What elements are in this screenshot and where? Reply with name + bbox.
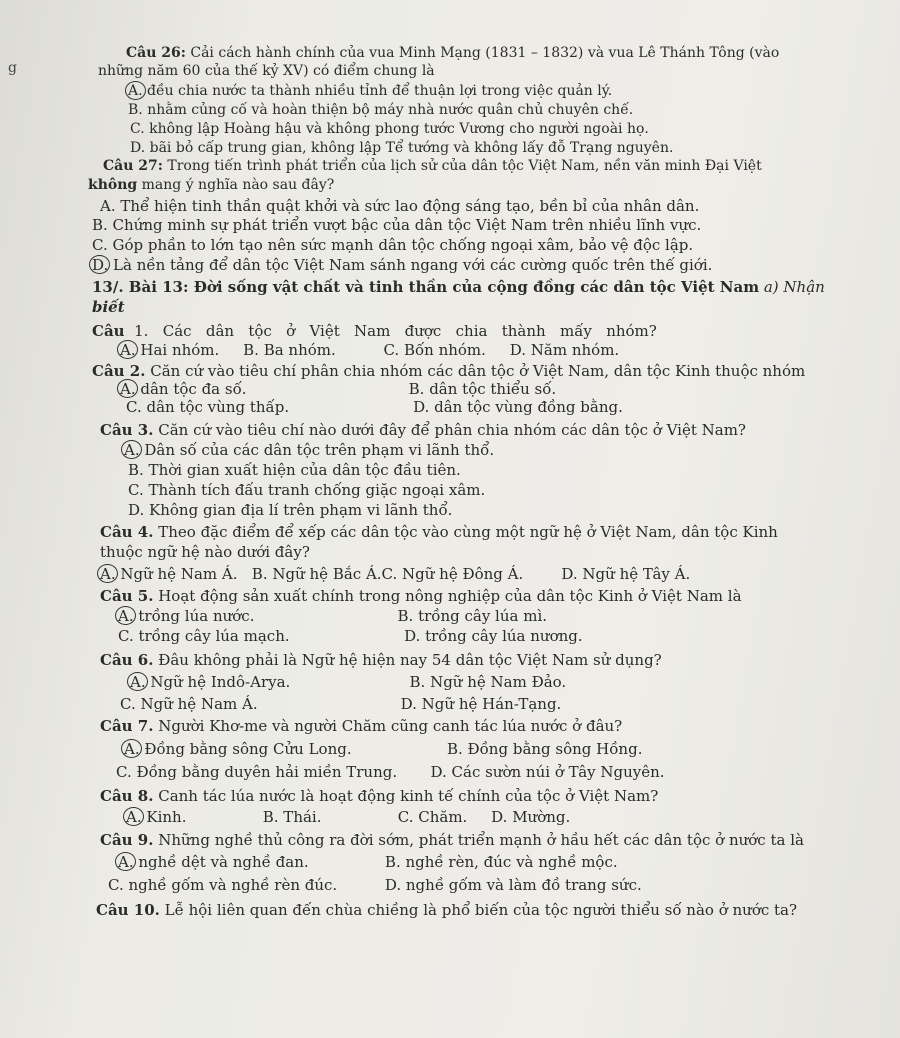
q3-option-c: C. Thành tích đấu tranh chống giặc ngoại xâm. <box>128 481 486 499</box>
q6-options-cd: C. Ngữ hệ Nam Á. D. Ngữ hệ Hán-Tạng. <box>120 695 562 713</box>
answer-circle-mark <box>121 739 142 758</box>
q4-stem-2: thuộc ngữ hệ nào dưới đây? <box>100 543 310 561</box>
q2-stem: Câu 2. Căn cứ vào tiêu chí phân chia nhóm các dân tộc ở Việt Nam, dân tộc Kinh thuộc nhóm <box>92 362 806 380</box>
q3-option-a: A. Dân số của các dân tộc trên phạm vi lãnh thổ. <box>124 441 494 459</box>
q1-options: A. Hai nhóm. B. Ba nhóm. C. Bốn nhóm. D. Năm nhóm. <box>120 341 619 359</box>
q6-options-ab: A. Ngữ hệ Indô-Arya. B. Ngữ hệ Nam Đảo. <box>130 673 566 691</box>
q26-option-a: A. đều chia nước ta thành nhiều tỉnh để thuận lợi trong việc quản lý. <box>128 82 612 100</box>
q26-stem-1: Câu 26: Cải cách hành chính của vua Minh Mạng (1831 – 1832) và vua Lê Thánh Tông (vào <box>126 45 780 61</box>
q27-option-b: B. Chứng minh sự phát triển vượt bậc của dân tộc Việt Nam trên nhiều lĩnh vực. <box>92 216 702 234</box>
q27-option-c: C. Góp phần to lớn tạo nên sức mạnh dân tộc chống ngoại xâm, bảo vệ độc lập. <box>92 236 694 254</box>
answer-circle-mark <box>97 564 118 583</box>
answer-circle-mark <box>117 340 138 359</box>
q1-stem: Câu 1. Các dân tộc ở Việt Nam được chia thành mấy nhóm? <box>92 322 657 340</box>
q4-options: A. Ngữ hệ Nam Á. B. Ngữ hệ Bắc Á.C. Ngữ hệ Đông Á. D. Ngữ hệ Tây Á. <box>100 565 690 583</box>
q7-options-cd: C. Đồng bằng duyên hải miền Trung. D. Các sườn núi ở Tây Nguyên. <box>116 763 665 781</box>
edge-mark: g <box>8 60 17 76</box>
q3-option-d: D. Không gian địa lí trên phạm vi lãnh thổ. <box>128 501 453 519</box>
q7-options-ab: A. Đồng bằng sông Cửu Long. B. Đồng bằng sông Hồng. <box>124 740 642 758</box>
q5-options-ab: A. trồng lúa nước. B. trồng cây lúa mì. <box>118 607 547 625</box>
q26-stem-2: những năm 60 của thế kỷ XV) có điểm chung là <box>98 63 435 79</box>
answer-circle-mark <box>117 379 138 398</box>
answer-circle-mark <box>125 81 146 100</box>
lesson-13-heading-cont: biết <box>92 298 125 316</box>
answer-circle-mark <box>123 807 144 826</box>
answer-circle-mark <box>89 255 110 274</box>
q2-options-ab: A. dân tộc đa số. B. dân tộc thiểu số. <box>120 380 556 398</box>
q27-stem-2: không mang ý nghĩa nào sau đây? <box>88 177 335 193</box>
q26-option-c: C. không lập Hoàng hậu và không phong tước Vương cho người ngoài họ. <box>130 121 649 137</box>
q27-option-d: D. Là nền tảng để dân tộc Việt Nam sánh ngang với các cường quốc trên thế giới. <box>92 256 712 274</box>
q5-options-cd: C. trồng cây lúa mạch. D. trồng cây lúa nương. <box>118 627 583 645</box>
q9-stem: Câu 9. Những nghề thủ công ra đời sớm, phát triển mạnh ở hầu hết các dân tộc ở nước ta là <box>100 831 804 849</box>
q27-option-a: A. Thể hiện tinh thần quật khởi và sức lao động sáng tạo, bền bỉ của nhân dân. <box>100 197 700 215</box>
q9-options-ab: A. nghề dệt và nghề đan. B. nghề rèn, đúc và nghề mộc. <box>118 853 618 871</box>
q6-stem: Câu 6. Đâu không phải là Ngữ hệ hiện nay 54 dân tộc Việt Nam sử dụng? <box>100 651 662 669</box>
answer-circle-mark <box>115 852 136 871</box>
answer-circle-mark <box>121 440 142 459</box>
answer-circle-mark <box>127 672 148 691</box>
q7-stem: Câu 7. Người Khơ-me và người Chăm cũng canh tác lúa nước ở đâu? <box>100 717 623 735</box>
q8-stem: Câu 8. Canh tác lúa nước là hoạt động kinh tế chính của tộc ở Việt Nam? <box>100 787 659 805</box>
q2-options-cd: C. dân tộc vùng thấp. D. dân tộc vùng đồng bằng. <box>126 398 623 416</box>
q4-stem-1: Câu 4. Theo đặc điểm để xếp các dân tộc vào cùng một ngữ hệ ở Việt Nam, dân tộc Kinh <box>100 523 778 541</box>
q27-stem-1: Câu 27: Trong tiến trình phát triển của lịch sử của dân tộc Việt Nam, nền văn minh Đại Việt <box>103 158 762 174</box>
q8-options: A. Kinh. B. Thái. C. Chăm. D. Mường. <box>126 808 570 826</box>
lesson-13-heading: 13/. Bài 13: Đời sống vật chất và tinh thần của cộng đồng các dân tộc Việt Nam a) Nhận <box>92 278 825 296</box>
answer-circle-mark <box>115 606 136 625</box>
q3-stem: Câu 3. Căn cứ vào tiêu chí nào dưới đây để phân chia nhóm các dân tộc ở Việt Nam? <box>100 421 746 439</box>
q5-stem: Câu 5. Hoạt động sản xuất chính trong nông nghiệp của dân tộc Kinh ở Việt Nam là <box>100 587 742 605</box>
q26-option-b: B. nhằm củng cố và hoàn thiện bộ máy nhà nước quân chủ chuyên chế. <box>128 102 634 118</box>
q10-stem: Câu 10. Lễ hội liên quan đến chùa chiềng là phổ biến của tộc người thiểu số nào ở nước ta? <box>96 901 798 919</box>
q3-option-b: B. Thời gian xuất hiện của dân tộc đầu tiên. <box>128 461 461 479</box>
q26-option-d: D. bãi bỏ cấp trung gian, không lập Tể tướng và không lấy đỗ Trạng nguyên. <box>130 140 674 156</box>
q9-options-cd: C. nghề gốm và nghề rèn đúc. D. nghề gốm và làm đồ trang sức. <box>108 876 642 894</box>
